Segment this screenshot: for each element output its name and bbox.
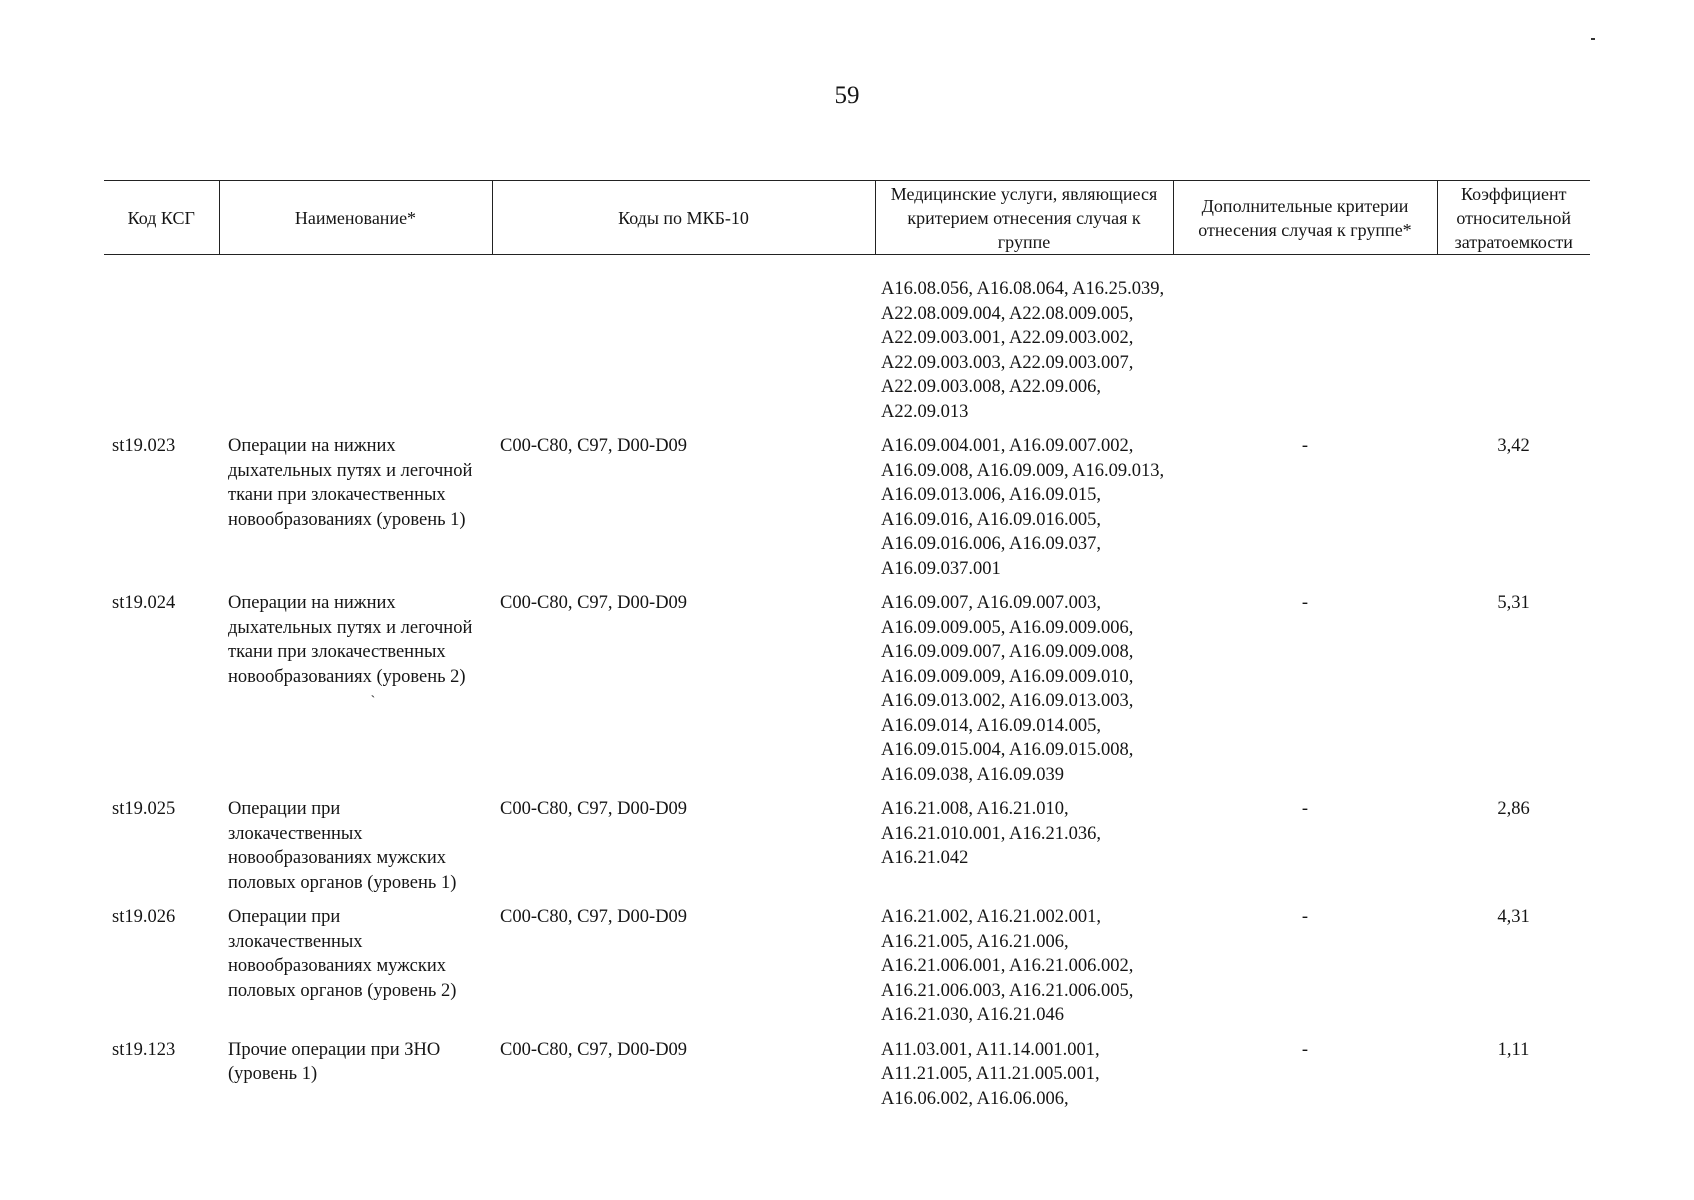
cell-coefficient: 1,11 [1497,1039,1530,1060]
table-header-row [104,181,1590,255]
cell-extra-criteria [1173,277,1437,434]
cell-code: st19.024 [112,593,176,613]
cell-mkb: C00-C80, C97, D00-D09 [500,799,688,819]
cell-coefficient: 2,86 [1497,799,1530,819]
cell-coefficient: 4,31 [1497,907,1530,927]
cell-extra-criteria: - [1301,799,1309,819]
cell-mkb: C00-C80, C97, D00-D09 [500,436,688,456]
cell-code [104,277,219,434]
cell-name: Прочие операции при ЗНО (уровень 1) [228,1039,441,1084]
cell-extra-criteria: - [1301,593,1309,613]
cell-coefficient [1437,277,1590,434]
cell-name [219,277,492,434]
cell-name [219,591,492,797]
header-coefficient: Коэффициент относительной затратоемкости [1437,181,1590,255]
cell-code: st19.023 [112,436,176,456]
table-row [104,434,1590,591]
cell-coefficient: 5,31 [1497,593,1530,613]
header-extra-criteria: Дополнительные критерии отнесения случая к группе* [1173,181,1437,255]
cell-services: A16.09.004.001, A16.09.007.002, A16.09.008, A16.09.009, A16.09.013, A16.09.013.006, A16.09.015, A16.09.016, A16.09.016.005, A16.09.016.006, A16.09.037, A16.09.037.001 [881,436,1165,579]
stray-mark: ` [370,694,376,709]
cell-services: A16.08.056, A16.08.064, A16.25.039, A22.08.009.004, A22.08.009.005, A22.09.003.001, A22.09.003.002, A22.09.003.003, A22.09.003.007, A22.09.003.008, A22.09.006, A22.09.013 [881,279,1165,422]
cell-code: st19.025 [112,799,176,819]
ksg-table [104,180,1590,1121]
page-number: 59 [834,82,860,109]
header-mkb: Коды по МКБ-10 [492,181,875,255]
header-services: Медицинские услуги, являющиеся критерием отнесения случая к группе [875,181,1173,255]
table-row [104,905,1590,1038]
cell-mkb: C00-C80, C97, D00-D09 [500,1039,688,1060]
cell-mkb: C00-C80, C97, D00-D09 [500,907,688,927]
cell-coefficient: 3,42 [1497,436,1530,456]
cell-code: st19.123 [112,1039,176,1060]
cell-extra-criteria: - [1301,1039,1309,1060]
cell-services: A16.09.007, A16.09.007.003, A16.09.009.005, A16.09.009.006, A16.09.009.007, A16.09.009.008, A16.09.009.009, A16.09.009.010, A16.09.013.002, A16.09.013.003, A16.09.014, A16.09.014.005, A16.09.015.004, A16.09.015.008, A16.09.038, A16.09.039 [881,593,1134,785]
cell-name: Операции на нижних дыхательных путях и легочной ткани при злокачественных новообразованиях (уровень 1) [228,436,473,530]
table-row [104,1038,1590,1122]
cell-services: A16.21.002, A16.21.002.001, A16.21.005, A16.21.006, A16.21.006.001, A16.21.006.002, A16.21.006.003, A16.21.006.005, A16.21.030, A16.21.046 [881,907,1134,1025]
cell-mkb [492,277,875,434]
cell-extra-criteria: - [1301,907,1309,927]
cell-name: Операции при злокачественных новообразованиях мужских половых органов (уровень 2) [228,907,457,1001]
header-code: Код КСГ [104,181,219,255]
spacer-row [104,255,1590,278]
table-row [104,797,1590,905]
cell-extra-criteria: - [1301,436,1309,456]
cell-services: A16.21.008, A16.21.010, A16.21.010.001, A16.21.036, A16.21.042 [881,799,1101,868]
scan-mark [1591,38,1595,40]
cell-name-text: Операции на нижних дыхательных путях и легочной ткани при злокачественных новообразованиях (уровень 2) [228,593,473,687]
header-name: Наименование* [219,181,492,255]
table-row [104,277,1590,434]
cell-code: st19.026 [112,907,176,927]
cell-services: A11.03.001, A11.14.001.001, A11.21.005, A11.21.005.001, A16.06.002, A16.06.006, [881,1039,1100,1109]
table-row [104,591,1590,797]
cell-name: Операции при злокачественных новообразованиях мужских половых органов (уровень 1) [228,799,457,893]
cell-mkb: C00-C80, C97, D00-D09 [500,593,688,613]
